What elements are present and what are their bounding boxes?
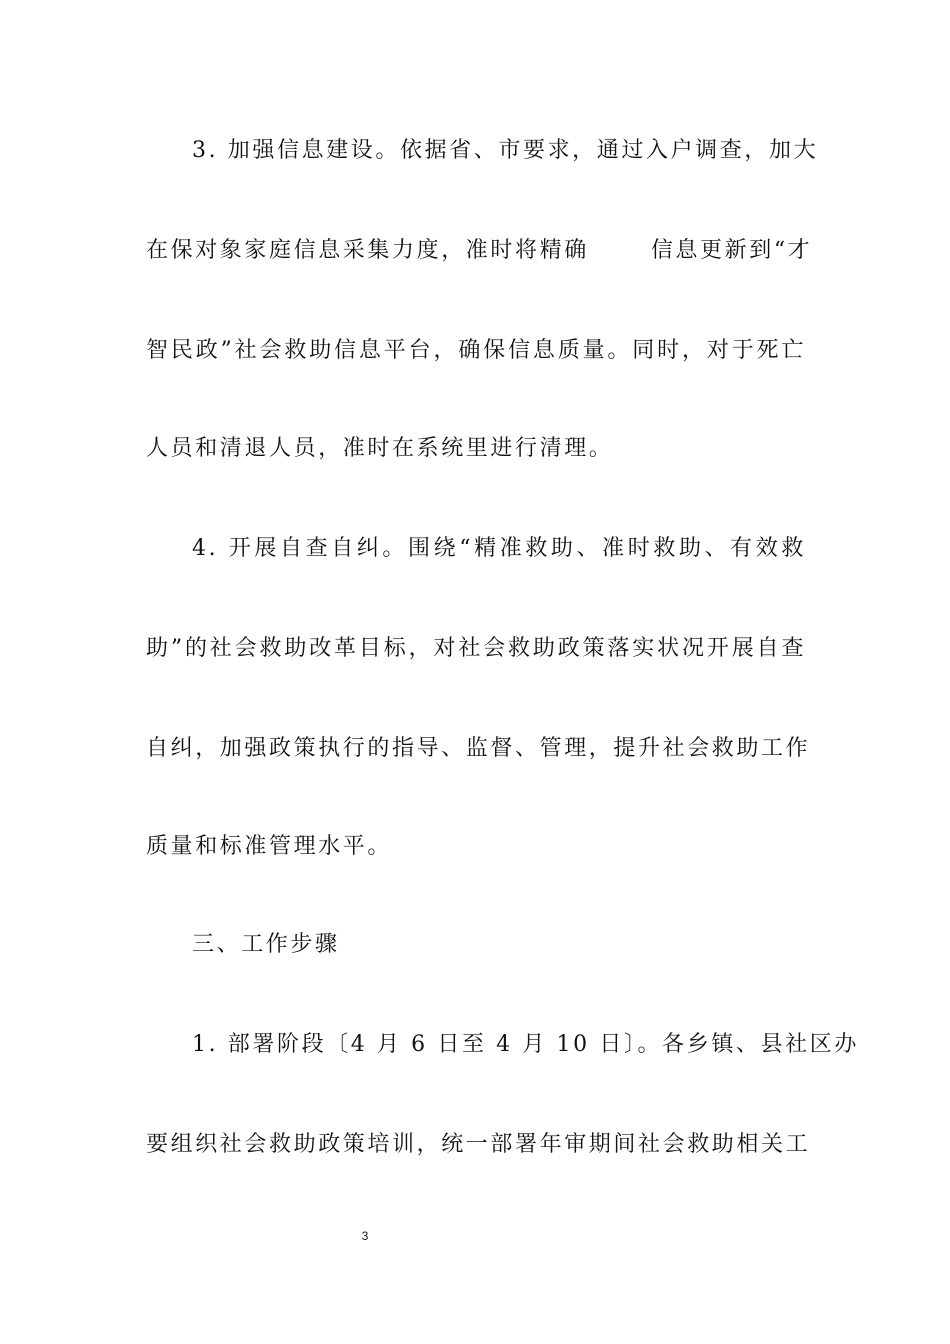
paragraph-line: 助”的社会救助改革目标，对社会救助政策落实状况开展自查 xyxy=(146,636,806,661)
paragraph-line: 3. 加强信息建设。依据省、市要求，通过入户调查，加大 xyxy=(192,138,819,163)
page-number: 3 xyxy=(361,1229,369,1243)
paragraph-line: 质量和标准管理水平。 xyxy=(146,834,393,859)
paragraph-line: 4. 开展自查自纠。围绕“精准救助、准时救助、有效救 xyxy=(192,536,806,561)
paragraph-line: 智民政”社会救助信息平台，确保信息质量。同时，对于死亡 xyxy=(146,338,806,363)
section-heading: 三、工作步骤 xyxy=(192,932,340,957)
line-segment: 在保对象家庭信息采集力度，准时将精确 xyxy=(146,238,589,263)
paragraph-line: 人员和清退人员，准时在系统里进行清理。 xyxy=(146,436,614,461)
paragraph-line: 自纠，加强政策执行的指导、监督、管理，提升社会救助工作 xyxy=(146,736,811,761)
paragraph-line: 1. 部署阶段〔4 月 6 日至 4 月 10 日〕。各乡镇、县社区办 xyxy=(192,1032,859,1057)
line-segment: 信息更新到“才 xyxy=(650,238,813,263)
paragraph-line xyxy=(146,236,813,266)
paragraph-line: 要组织社会救助政策培训，统一部署年审期间社会救助相关工 xyxy=(146,1132,811,1157)
